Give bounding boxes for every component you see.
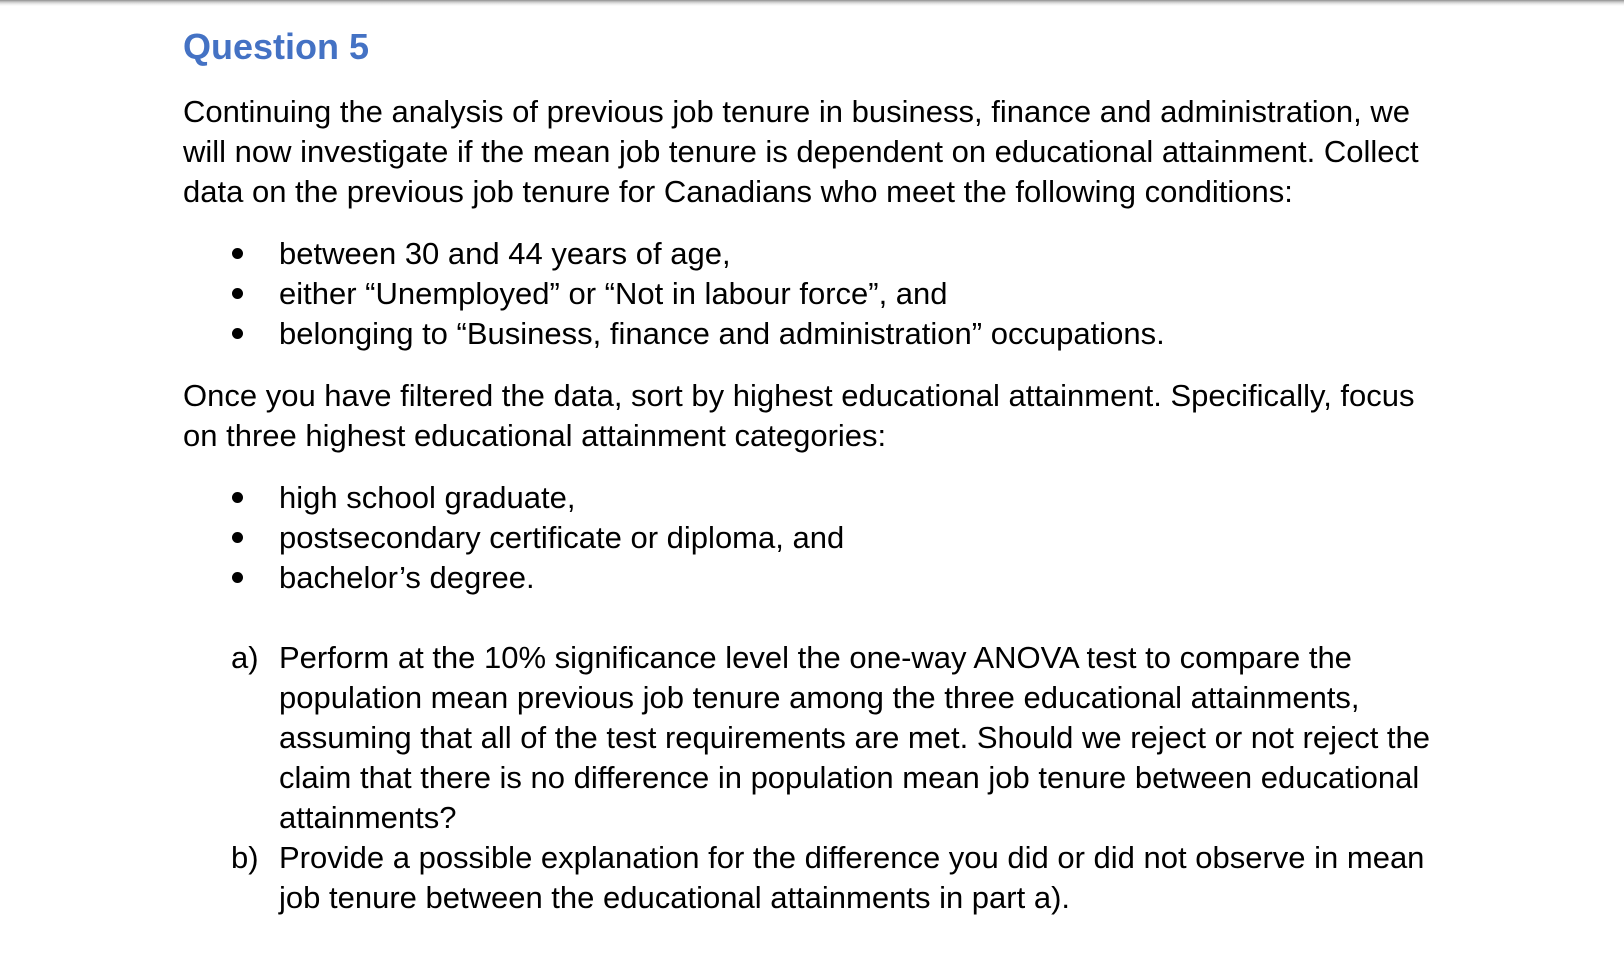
- bullet-icon: [232, 492, 243, 503]
- list-item-text: between 30 and 44 years of age,: [279, 236, 731, 271]
- list-item-text: belonging to “Business, finance and administration” occupations.: [279, 316, 1165, 351]
- list-item-text: either “Unemployed” or “Not in labour force”, and: [279, 276, 948, 311]
- bullet-icon: [232, 572, 243, 583]
- question-parts-list: [183, 638, 1443, 918]
- conditions-list: [183, 234, 1443, 354]
- bullet-icon: [232, 532, 243, 543]
- part-text: Provide a possible explanation for the difference you did or did not observe in mean job tenure between the educational attainments in part a).: [279, 840, 1425, 915]
- followup-paragraph: Once you have filtered the data, sort by highest educational attainment. Specifically, focus on three highest educational attainment categories:: [183, 378, 1415, 453]
- question-heading: Question 5: [183, 26, 370, 67]
- categories-list: [183, 478, 1443, 598]
- bullet-icon: [232, 248, 243, 259]
- part-marker: a): [231, 640, 259, 675]
- intro-paragraph: Continuing the analysis of previous job tenure in business, finance and administration, we will now investigate if the mean job tenure is dependent on educational attainment. Collect data on the previous job tenure for Canadians who meet the following conditions:: [183, 94, 1419, 209]
- bullet-icon: [232, 288, 243, 299]
- question-part-b: [183, 838, 1443, 918]
- list-item-text: high school graduate,: [279, 480, 576, 515]
- list-item: [183, 274, 1443, 314]
- list-item: [183, 234, 1443, 274]
- list-item-text: bachelor’s degree.: [279, 560, 535, 595]
- list-item: [183, 478, 1443, 518]
- list-item: [183, 314, 1443, 354]
- window-top-edge: [0, 0, 1624, 6]
- list-item-text: postsecondary certificate or diploma, and: [279, 520, 845, 555]
- bullet-icon: [232, 328, 243, 339]
- question-part-a: [183, 638, 1443, 838]
- document-page: [183, 24, 1443, 918]
- list-item: [183, 558, 1443, 598]
- list-item: [183, 518, 1443, 558]
- part-marker: b): [231, 840, 259, 875]
- part-text: Perform at the 10% significance level the one-way ANOVA test to compare the population mean previous job tenure among the three educational attainments, assuming that all of the test requirements are met. Should we reject or not reject the claim that there is no difference in population mean job tenure between educational attainments?: [279, 640, 1431, 835]
